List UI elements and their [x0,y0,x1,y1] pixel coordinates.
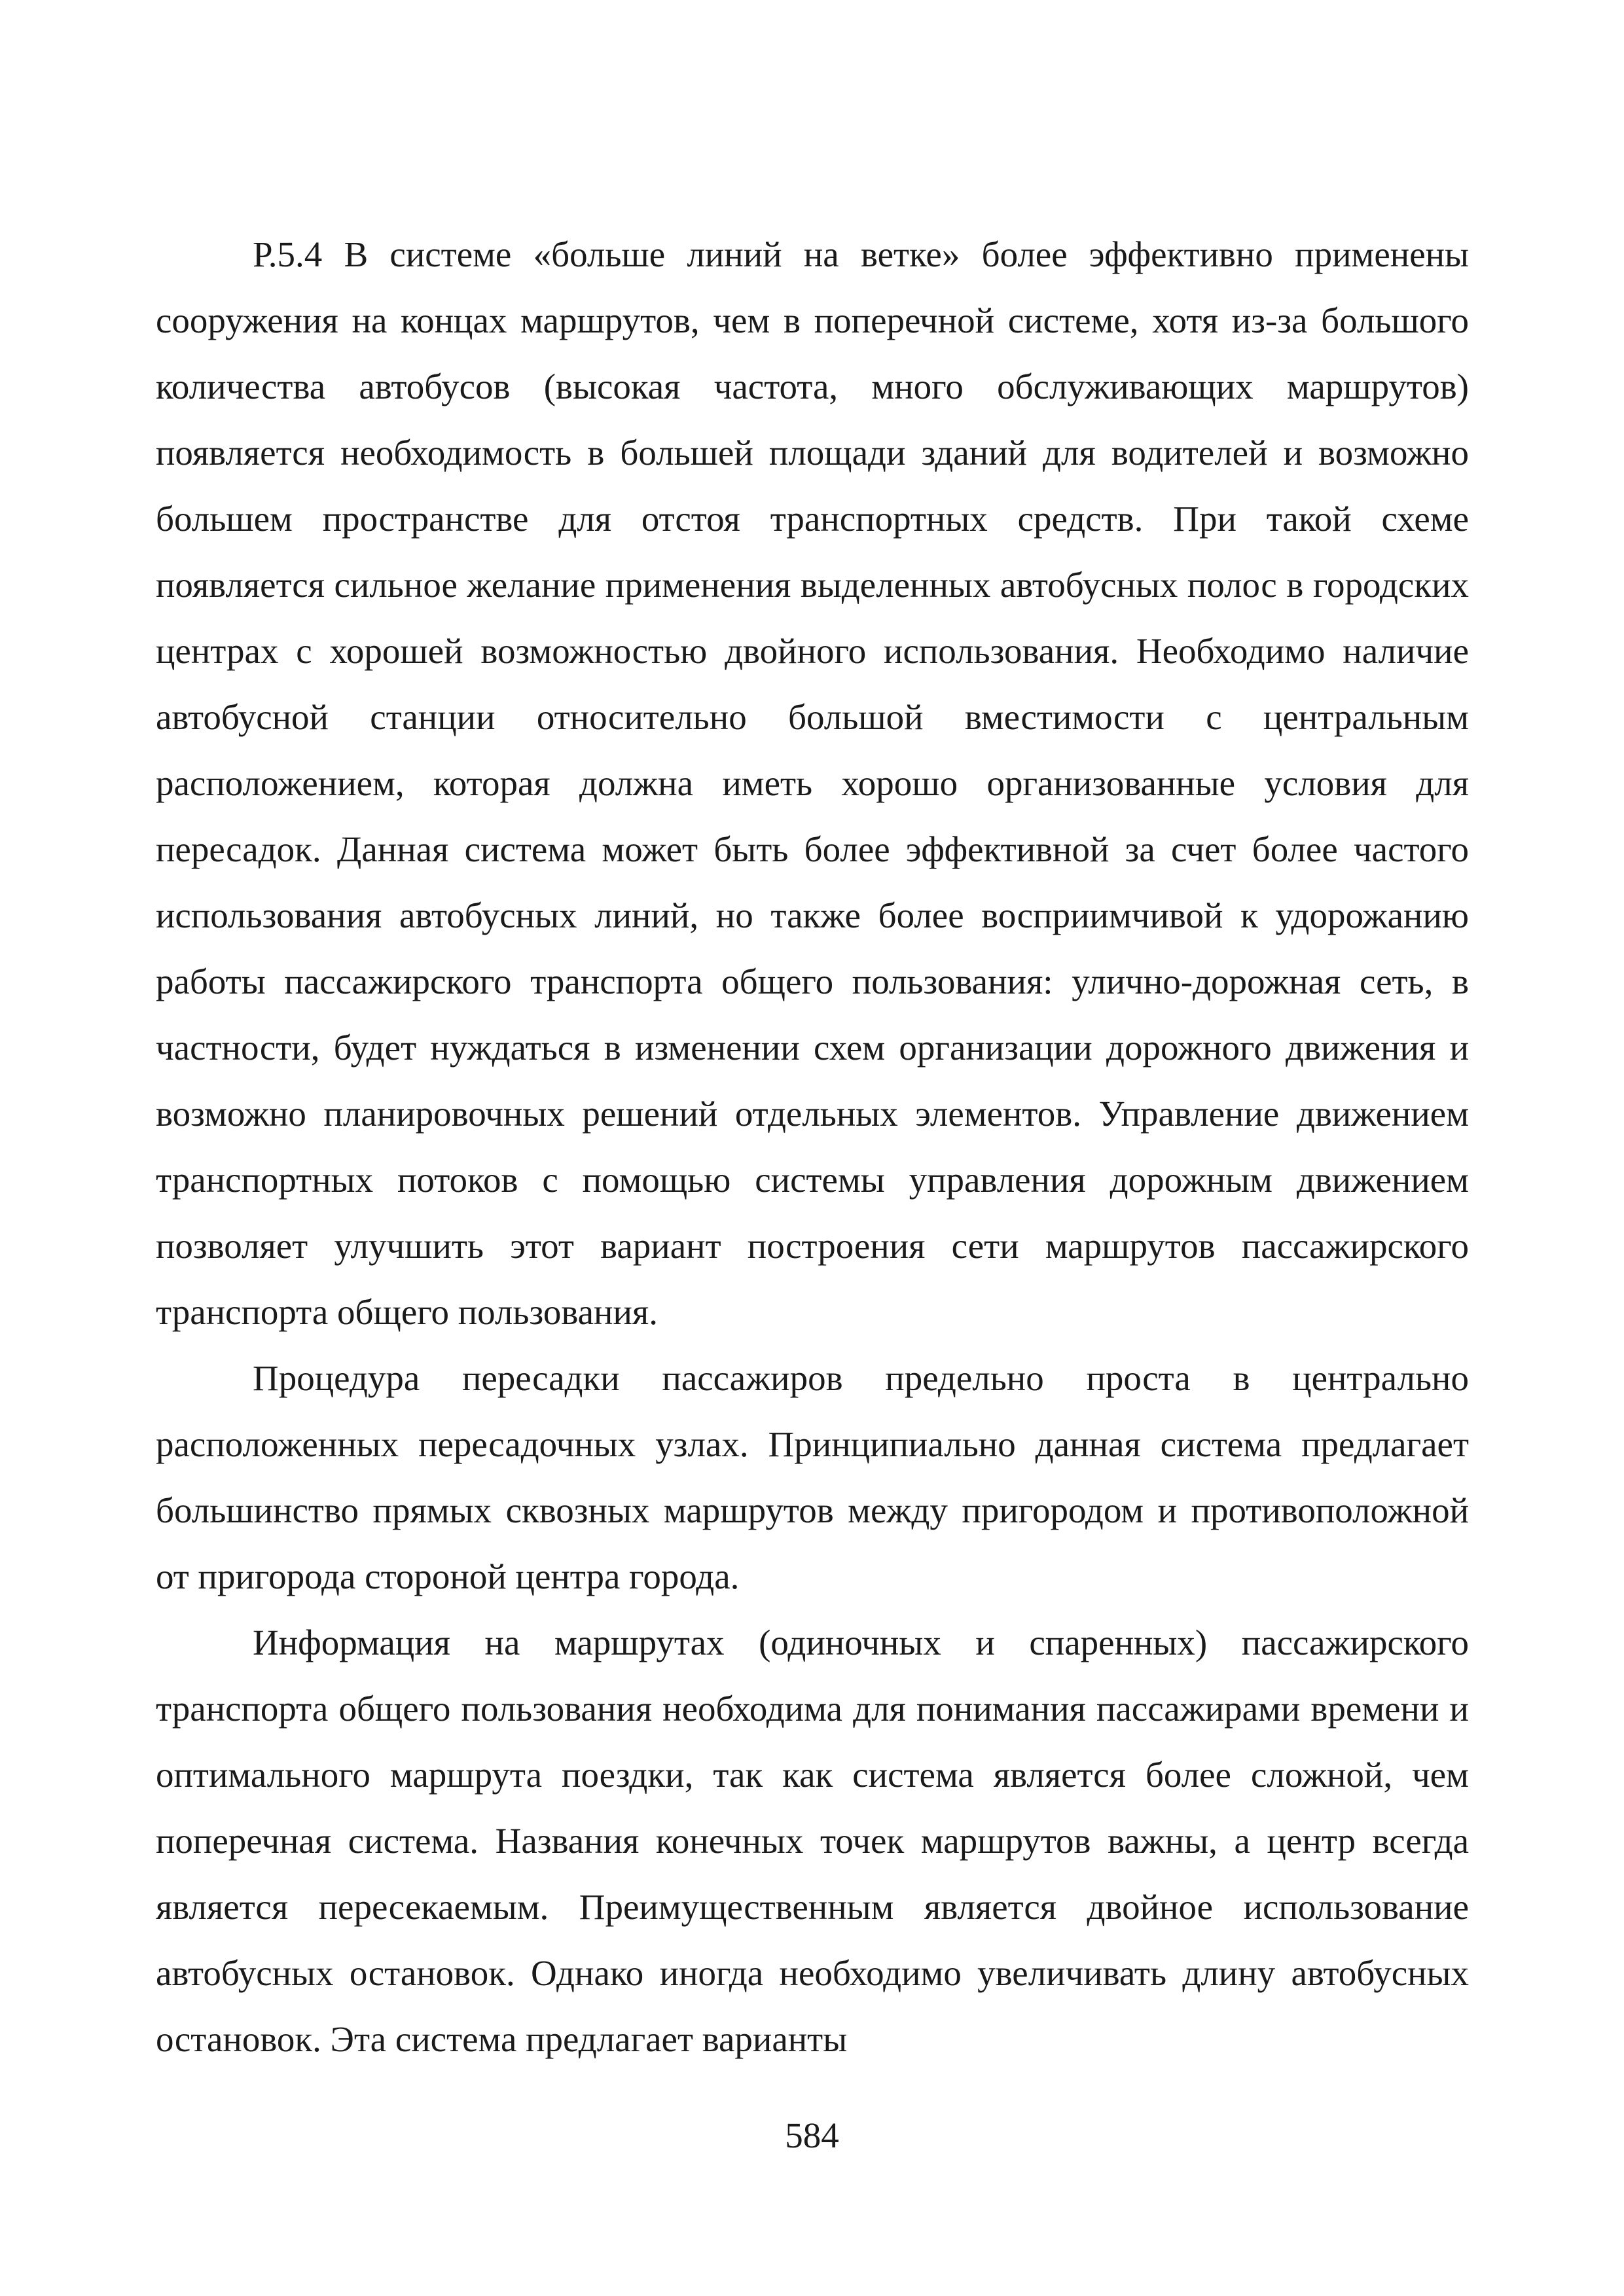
paragraph-2: Процедура пересадки пассажиров предельно проста в центрально расположенных пересадочных узлах. Принципиально данная система предлагает большинство прямых сквозных маршрутов между пригородом и противоположной от пригорода стороной центра города. [156,1358,1469,1596]
page-number: 584 [785,2115,839,2155]
paragraph-3: Информация на маршрутах (одиночных и спаренных) пассажирского транспорта общего пользования необходима для понимания пассажирами времени и оптимального маршрута поездки, так как система является более сложной, чем поперечная система. Названия конечных точек маршрутов важны, а центр всегда является пересекаемым. Преимущественным является двойное использование автобусных остановок. Однако иногда необходимо увеличивать длину автобусных остановок. Эта система предлагает варианты [156,1623,1469,2059]
paragraph-1: Р.5.4 В системе «больше линий на ветке» более эффективно применены сооружения на концах маршрутов, чем в поперечной системе, хотя из-за большого количества автобусов (высокая частота, много обслуживающих маршрутов) появляется необходимость в большей площади зданий для водителей и возможно большем пространстве для отстоя транспортных средств. При такой схеме появляется сильное желание применения выделенных автобусных полос в городских центрах с хорошей возможностью двойного использования. Необходимо наличие автобусной станции относительно большой вместимости с центральным расположением, которая должна иметь хорошо организованные условия для пересадок. Данная система может быть более эффективной за счет более частого использования автобусных линий, но также более восприимчивой к удорожанию работы пассажирского транспорта общего пользования: улично-дорожная сеть, в частности, будет нуждаться в изменении схем организации дорожного движения и возможно планировочных решений отдельных элементов. Управление движением транспортных потоков с помощью системы управления дорожным движением позволяет улучшить этот вариант построения сети маршрутов пассажирского транспорта общего пользования. [156,234,1469,1332]
body-text [156,221,1469,2072]
